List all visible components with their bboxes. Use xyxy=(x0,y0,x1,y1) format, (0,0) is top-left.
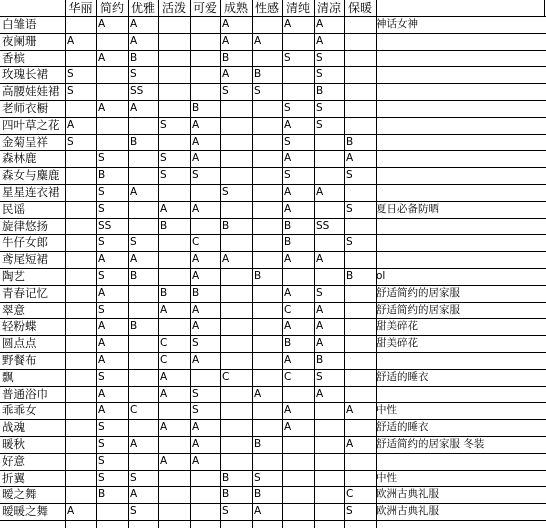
row-name-cell[interactable]: 老师衣橱 xyxy=(2,101,48,115)
note-cell[interactable]: 甜美碎花 xyxy=(376,320,418,333)
column-header[interactable]: 清纯 xyxy=(285,1,310,15)
rating-cell[interactable]: S xyxy=(284,51,291,64)
rating-cell[interactable]: SS xyxy=(130,85,144,98)
rating-cell[interactable]: S xyxy=(98,438,105,450)
rating-cell[interactable]: A xyxy=(222,68,230,81)
rating-cell[interactable]: S xyxy=(222,186,229,198)
rating-cell[interactable]: B xyxy=(284,219,292,232)
row-name-cell[interactable]: 牛仔女郎 xyxy=(2,235,48,250)
row-name-cell[interactable]: 圆点点 xyxy=(2,336,37,351)
rating-cell[interactable]: S xyxy=(346,169,353,182)
rating-cell[interactable]: A xyxy=(192,202,200,215)
note-cell[interactable]: 中性 xyxy=(376,404,397,417)
rating-cell[interactable]: A xyxy=(316,253,324,266)
rating-cell[interactable]: S xyxy=(254,471,261,484)
rating-cell[interactable]: A xyxy=(98,354,106,366)
rating-cell[interactable]: A xyxy=(130,488,138,501)
column-gridline xyxy=(252,0,253,528)
note-cell[interactable]: 舒适的睡衣 xyxy=(376,370,429,383)
column-header[interactable]: 简约 xyxy=(99,1,124,15)
rating-cell[interactable]: A xyxy=(98,51,106,64)
rating-cell[interactable]: A xyxy=(98,253,106,266)
rating-cell[interactable]: S xyxy=(284,135,291,148)
rating-cell[interactable]: A xyxy=(316,337,324,350)
row-gridline xyxy=(0,251,546,252)
row-gridline xyxy=(0,50,546,51)
row-name-cell[interactable]: 森林鹿 xyxy=(2,151,37,166)
column-gridline xyxy=(220,0,221,528)
rating-cell[interactable]: B xyxy=(222,51,230,64)
rating-cell[interactable]: A xyxy=(346,152,354,165)
rating-cell[interactable]: S xyxy=(160,169,167,182)
rating-cell[interactable]: B xyxy=(130,320,138,333)
rating-cell[interactable]: S xyxy=(67,135,74,148)
rating-cell[interactable]: S xyxy=(160,118,167,131)
rating-cell[interactable]: A xyxy=(98,337,106,350)
rating-cell[interactable]: S xyxy=(98,270,105,282)
rating-cell[interactable]: A xyxy=(346,438,354,450)
rating-cell[interactable]: A xyxy=(284,354,292,366)
rating-cell[interactable]: A xyxy=(98,102,106,114)
row-gridline xyxy=(0,184,546,185)
rating-cell[interactable]: S xyxy=(130,68,137,81)
column-header[interactable]: 保暖 xyxy=(347,1,372,15)
rating-cell[interactable]: A xyxy=(192,320,200,333)
row-name-cell[interactable]: 好意 xyxy=(2,453,25,468)
row-name-cell[interactable]: 民谣 xyxy=(2,201,25,216)
rating-cell[interactable]: B xyxy=(254,270,262,282)
rating-cell[interactable]: A xyxy=(192,454,200,467)
rating-cell[interactable]: C xyxy=(160,354,168,366)
rating-cell[interactable]: A xyxy=(130,18,138,30)
row-gridline xyxy=(0,234,546,235)
rating-cell[interactable]: B xyxy=(316,354,324,366)
rating-cell[interactable]: A xyxy=(67,505,75,518)
row-name-cell[interactable]: 暧之舞 xyxy=(2,487,37,502)
rating-cell[interactable]: S xyxy=(284,102,291,114)
rating-cell[interactable]: A xyxy=(98,404,106,417)
rating-cell[interactable]: B xyxy=(346,135,354,148)
column-gridline xyxy=(128,0,129,528)
row-name-cell[interactable]: 青春记忆 xyxy=(2,285,48,300)
rating-cell[interactable]: S xyxy=(98,454,105,467)
rating-cell[interactable]: SS xyxy=(316,219,330,232)
row-name-cell[interactable]: 四叶草之花 xyxy=(2,117,60,132)
rating-cell[interactable]: B xyxy=(98,488,106,501)
column-gridline xyxy=(314,0,315,528)
rating-cell[interactable]: B xyxy=(222,219,230,232)
rating-cell[interactable]: S xyxy=(67,85,74,98)
rating-cell[interactable]: B xyxy=(284,236,292,249)
rating-cell[interactable]: S xyxy=(316,102,323,114)
rating-cell[interactable]: A xyxy=(222,18,230,30)
column-gridline xyxy=(96,0,97,528)
rating-cell[interactable]: S xyxy=(316,370,323,383)
rating-cell[interactable]: A xyxy=(284,202,292,215)
rating-cell[interactable]: C xyxy=(284,303,292,316)
row-name-cell[interactable]: 乖乖女 xyxy=(2,403,37,418)
row-name-cell[interactable]: 折翼 xyxy=(2,470,25,485)
row-name-cell[interactable]: 旋律悠扬 xyxy=(2,218,48,233)
column-gridline xyxy=(158,0,159,528)
rating-cell[interactable]: S xyxy=(98,421,105,434)
rating-cell[interactable]: SS xyxy=(98,219,112,232)
rating-cell[interactable]: S xyxy=(98,370,105,383)
rating-cell[interactable]: S xyxy=(346,505,353,518)
row-name-cell[interactable]: 野餐布 xyxy=(2,353,37,367)
rating-cell[interactable]: B xyxy=(284,337,292,350)
row-name-cell[interactable]: 陶艺 xyxy=(2,269,25,283)
column-gridline xyxy=(190,0,191,528)
rating-cell[interactable]: A xyxy=(130,34,138,47)
column-gridline xyxy=(344,0,345,528)
rating-cell[interactable]: S xyxy=(222,505,229,518)
rating-cell[interactable]: B xyxy=(346,270,354,282)
rating-cell[interactable]: A xyxy=(284,118,292,131)
note-cell[interactable]: 甜美碎花 xyxy=(376,337,418,350)
rating-cell[interactable]: A xyxy=(192,152,200,165)
rating-cell[interactable]: A xyxy=(130,186,138,198)
rating-cell[interactable]: A xyxy=(160,421,168,434)
row-name-cell[interactable]: 玫瑰长裙 xyxy=(2,67,48,82)
rating-cell[interactable]: A xyxy=(254,387,262,400)
rating-cell[interactable]: A xyxy=(98,286,106,299)
rating-cell[interactable]: S xyxy=(316,51,323,64)
rating-cell[interactable]: A xyxy=(316,303,324,316)
rating-cell[interactable]: B xyxy=(160,286,168,299)
row-gridline xyxy=(0,100,546,101)
rating-cell[interactable]: S xyxy=(254,85,261,98)
row-name-cell[interactable]: 森女与麋鹿 xyxy=(2,168,60,183)
rating-cell[interactable]: S xyxy=(346,236,353,249)
column-header[interactable]: 清凉 xyxy=(316,1,341,15)
note-cell[interactable]: 舒适简约的居家服 xyxy=(376,303,460,316)
row-name-cell[interactable]: 夜阑珊 xyxy=(2,33,37,48)
rating-cell[interactable]: S xyxy=(346,202,353,215)
row-name-cell[interactable]: 星星连衣裙 xyxy=(2,185,60,199)
column-header[interactable]: 可爱 xyxy=(192,1,217,15)
rating-cell[interactable]: B xyxy=(316,85,324,98)
rating-cell[interactable]: A xyxy=(192,135,200,148)
rating-cell[interactable]: S xyxy=(192,337,199,350)
rating-cell[interactable]: C xyxy=(222,370,230,383)
rating-cell[interactable]: A xyxy=(98,387,106,400)
rating-cell[interactable]: C xyxy=(192,236,200,249)
row-name-cell[interactable]: 鸢尾短裙 xyxy=(2,252,48,267)
rating-cell[interactable]: A xyxy=(160,370,168,383)
note-cell[interactable]: 舒适简约的居家服 xyxy=(376,286,460,299)
rating-cell[interactable]: B xyxy=(98,169,106,182)
rating-cell[interactable]: B xyxy=(254,438,262,450)
rating-cell[interactable]: A xyxy=(160,387,168,400)
row-gridline xyxy=(0,453,546,454)
rating-cell[interactable]: A xyxy=(254,34,262,47)
row-name-cell[interactable]: 轻粉蝶 xyxy=(2,319,37,334)
rating-cell[interactable]: A xyxy=(284,18,292,30)
column-gridline xyxy=(282,0,283,528)
rating-cell[interactable]: A xyxy=(160,202,168,215)
rating-cell[interactable]: A xyxy=(160,303,168,316)
rating-cell[interactable]: A xyxy=(316,387,324,400)
column-header[interactable]: 成熟 xyxy=(223,1,248,15)
rating-cell[interactable]: S xyxy=(67,68,74,81)
row-name-cell[interactable]: 香槟 xyxy=(2,50,25,65)
rating-cell[interactable]: C xyxy=(160,337,168,350)
rating-cell[interactable]: A xyxy=(346,404,354,417)
rating-cell[interactable]: A xyxy=(192,253,200,266)
row-gridline xyxy=(0,520,546,521)
rating-cell[interactable]: A xyxy=(160,454,168,467)
rating-cell[interactable]: S xyxy=(284,169,291,182)
row-gridline xyxy=(0,218,546,219)
row-gridline xyxy=(0,352,546,353)
note-cell[interactable]: 欧洲古典礼服 xyxy=(376,488,439,501)
rating-cell[interactable]: A xyxy=(254,505,262,518)
rating-cell[interactable]: B xyxy=(254,488,262,501)
rating-cell[interactable]: A xyxy=(284,253,292,266)
rating-cell[interactable]: S xyxy=(130,236,137,249)
row-name-cell[interactable]: 暧暖之舞 xyxy=(2,504,48,519)
rating-cell[interactable]: S xyxy=(222,85,229,98)
rating-cell[interactable]: A xyxy=(98,18,106,30)
rating-cell[interactable]: B xyxy=(130,270,138,282)
row-name-cell[interactable]: 高腰娃娃裙 xyxy=(2,84,60,99)
rating-cell[interactable]: A xyxy=(284,404,292,417)
note-cell[interactable]: 神话女神 xyxy=(376,18,418,30)
rating-cell[interactable]: B xyxy=(192,286,200,299)
rating-cell[interactable]: A xyxy=(98,320,106,333)
rating-cell[interactable]: A xyxy=(67,118,75,131)
rating-cell[interactable]: C xyxy=(346,488,354,501)
rating-cell[interactable]: S xyxy=(316,286,323,299)
rating-cell[interactable]: B xyxy=(130,135,138,148)
rating-cell[interactable]: S xyxy=(192,387,199,400)
rating-cell[interactable]: S xyxy=(98,202,105,215)
rating-cell[interactable]: A xyxy=(284,286,292,299)
rating-cell[interactable]: A xyxy=(316,186,324,198)
rating-cell[interactable]: A xyxy=(130,102,138,114)
rating-cell[interactable]: A xyxy=(192,354,200,366)
rating-cell[interactable]: A xyxy=(316,320,324,333)
row-name-cell[interactable]: 翠意 xyxy=(2,302,25,317)
rating-cell[interactable]: B xyxy=(130,51,138,64)
rating-cell[interactable]: A xyxy=(67,34,75,47)
rating-cell[interactable]: S xyxy=(98,471,105,484)
rating-cell[interactable]: A xyxy=(316,34,324,47)
row-name-cell[interactable]: 飘 xyxy=(2,369,14,384)
column-gridline xyxy=(544,0,545,16)
rating-cell[interactable]: A xyxy=(192,270,200,282)
note-cell[interactable]: 欧洲古典礼服 xyxy=(376,505,439,518)
row-name-cell[interactable]: 暖秋 xyxy=(2,437,25,451)
rating-cell[interactable]: A xyxy=(222,253,230,266)
note-cell[interactable]: 舒适的睡衣 xyxy=(376,421,429,434)
row-gridline xyxy=(0,167,546,168)
column-header[interactable]: 性感 xyxy=(254,1,279,15)
row-name-cell[interactable]: 白雏语 xyxy=(2,17,37,31)
rating-cell[interactable]: A xyxy=(192,438,200,450)
rating-cell[interactable]: S xyxy=(130,471,137,484)
column-header[interactable]: 活泼 xyxy=(161,1,186,15)
column-header[interactable]: 华丽 xyxy=(68,1,93,15)
note-cell[interactable]: 夏日必备防晒 xyxy=(376,202,439,215)
rating-cell[interactable]: B xyxy=(254,68,262,81)
rating-cell[interactable]: B xyxy=(160,219,168,232)
rating-cell[interactable]: S xyxy=(192,169,199,182)
rating-cell[interactable]: C xyxy=(130,404,138,417)
rating-cell[interactable]: A xyxy=(284,421,292,434)
rating-cell[interactable]: S xyxy=(98,236,105,249)
rating-cell[interactable]: A xyxy=(284,320,292,333)
rating-cell[interactable]: B xyxy=(222,471,230,484)
rating-cell[interactable]: A xyxy=(192,421,200,434)
row-name-cell[interactable]: 战魂 xyxy=(2,420,25,435)
rating-cell[interactable]: A xyxy=(192,118,200,131)
rating-cell[interactable]: S xyxy=(98,152,105,165)
rating-cell[interactable]: S xyxy=(316,68,323,81)
rating-cell[interactable]: B xyxy=(222,488,230,501)
column-gridline xyxy=(65,0,66,528)
rating-cell[interactable]: A xyxy=(192,303,200,316)
rating-cell[interactable]: S xyxy=(98,186,105,198)
rating-cell[interactable]: S xyxy=(192,404,199,417)
rating-cell[interactable]: B xyxy=(192,102,200,114)
rating-cell[interactable]: S xyxy=(98,303,105,316)
note-cell[interactable]: 中性 xyxy=(376,471,397,484)
rating-cell[interactable]: A xyxy=(130,253,138,266)
rating-cell[interactable]: S xyxy=(160,152,167,165)
note-cell[interactable]: 舒适简约的居家服 冬装 xyxy=(376,438,485,450)
rating-cell[interactable]: A xyxy=(222,34,230,47)
row-name-cell[interactable]: 金菊呈祥 xyxy=(2,134,48,149)
rating-cell[interactable]: A xyxy=(316,18,324,30)
row-name-cell[interactable]: 普通浴巾 xyxy=(2,386,48,401)
rating-cell[interactable]: S xyxy=(130,505,137,518)
rating-cell[interactable]: A xyxy=(284,186,292,198)
rating-cell[interactable]: A xyxy=(130,438,138,450)
rating-cell[interactable]: S xyxy=(316,118,323,131)
rating-cell[interactable]: A xyxy=(284,152,292,165)
column-header[interactable]: 优雅 xyxy=(130,1,155,15)
note-cell[interactable]: ol xyxy=(376,270,386,282)
rating-cell[interactable]: C xyxy=(284,370,292,383)
